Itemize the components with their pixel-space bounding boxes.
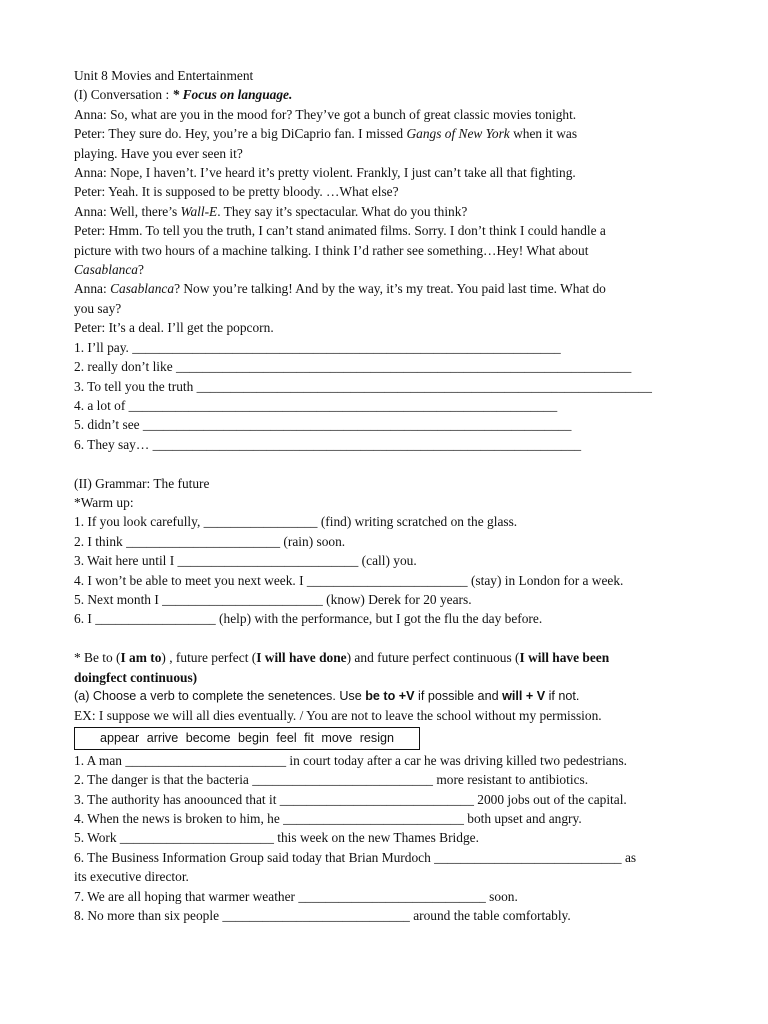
be-to-heading-cont: doingfect continuous) [74,669,198,685]
exercise-item: 2. really don’t like ____________________________________________________________________ [74,359,632,375]
dialogue-line: Anna: Well, there’s Wall-E. They say it’s spectacular. What do you think? [74,203,468,219]
worksheet-page [74,66,704,925]
grammar-heading: (II) Grammar: The future [74,475,210,491]
exercise-item: 1. I’ll pay. ________________________________________________________________ [74,339,561,355]
warmup-item: 6. I __________________ (help) with the performance, but I got the flu the day before. [74,611,543,627]
unit-title: Unit 8 Movies and Entertainment [74,68,254,83]
warmup-label: *Warm up: [74,494,134,510]
warmup-item: 5. Next month I ________________________ (know) Derek for 20 years. [74,591,472,607]
sentence-item: 7. We are all hoping that warmer weather ____________________________ soon. [74,888,518,904]
dialogue-line: Anna: So, what are you in the mood for? They’ve got a bunch of great classic movies tonight. [74,106,577,122]
dialogue-line: Peter: Yeah. It is supposed to be pretty bloody. …What else? [74,184,399,200]
spacer [74,454,704,473]
sentence-item: 1. A man ________________________ in court today after a car he was driving killed two pedestrians. [74,752,627,768]
sentence-item: 2. The danger is that the bacteria ___________________________ more resistant to antibiotics. [74,772,589,788]
example-line: EX: I suppose we will all dies eventually. / You are not to leave the school without my permission. [74,708,602,724]
dialogue-line: Anna: Nope, I haven’t. I’ve heard it’s pretty violent. Frankly, I just can’t take all that fighting. [74,165,576,181]
instruction: (a) Choose a verb to complete the senetences. Use be to +V if possible and will + V if not. [74,688,580,703]
conversation-heading [74,85,704,104]
dialogue-line: Peter: They sure do. Hey, you’re a big DiCaprio fan. I missed Gangs of New York when it was [74,126,578,142]
exercise-item: 4. a lot of ________________________________________________________________ [74,397,558,413]
verb-box: appear arrive become begin feel fit move resign [74,727,420,750]
focus-note: * Focus on language. [172,87,293,103]
dialogue-line: Casablanca? [74,262,144,278]
conversation-heading-label: (I) Conversation : [74,87,173,103]
sentence-item: 5. Work _______________________ this week on the new Thames Bridge. [74,830,479,846]
dialogue-line: Peter: Hmm. To tell you the truth, I can’t stand animated films. Sorry. I don’t think I could handle a [74,223,606,239]
dialogue-line: Peter: It’s a deal. I’ll get the popcorn. [74,320,274,336]
sentence-item: 4. When the news is broken to him, he ___________________________ both upset and angry. [74,811,582,826]
verb-box-row [74,726,704,751]
exercise-item: 3. To tell you the truth ____________________________________________________________________ [74,378,652,394]
dialogue-line: playing. Have you ever seen it? [74,145,243,161]
be-to-heading: * Be to (I am to) , future perfect (I will have done) and future perfect continuous (I will have been [74,650,610,666]
warmup-item: 2. I think _______________________ (rain) soon. [74,533,346,549]
movie-title: Casablanca [74,262,138,278]
warmup-item: 3. Wait here until I ___________________________ (call) you. [74,553,417,569]
dialogue-line: Anna: Casablanca? Now you’re talking! And by the way, it’s my treat. You paid last time. What do [74,281,606,297]
sentence-item: 8. No more than six people ____________________________ around the table comfortably. [74,908,571,924]
dialogue-line: picture with two hours of a machine talking. I think I’d rather see something…Hey! What about [74,242,589,258]
sentence-item-cont: its executive director. [74,869,189,885]
movie-title: Gangs of New York [406,126,510,142]
sentence-item: 3. The authority has anoounced that it _____________________________ 2000 jobs out of the capital. [74,791,627,807]
dialogue-line: you say? [74,300,122,316]
exercise-item: 5. didn’t see ________________________________________________________________ [74,417,572,433]
movie-title: Wall-E [180,203,218,219]
spacer [74,629,704,648]
warmup-item: 4. I won’t be able to meet you next week. I ________________________ (stay) in London for a week. [74,572,624,588]
exercise-item: 6. They say… ________________________________________________________________ [74,436,582,452]
sentence-item: 6. The Business Information Group said today that Brian Murdoch ____________________________ as [74,849,637,865]
warmup-item: 1. If you look carefully, _________________ (find) writing scratched on the glass. [74,514,518,530]
movie-title: Casablanca [110,281,175,297]
